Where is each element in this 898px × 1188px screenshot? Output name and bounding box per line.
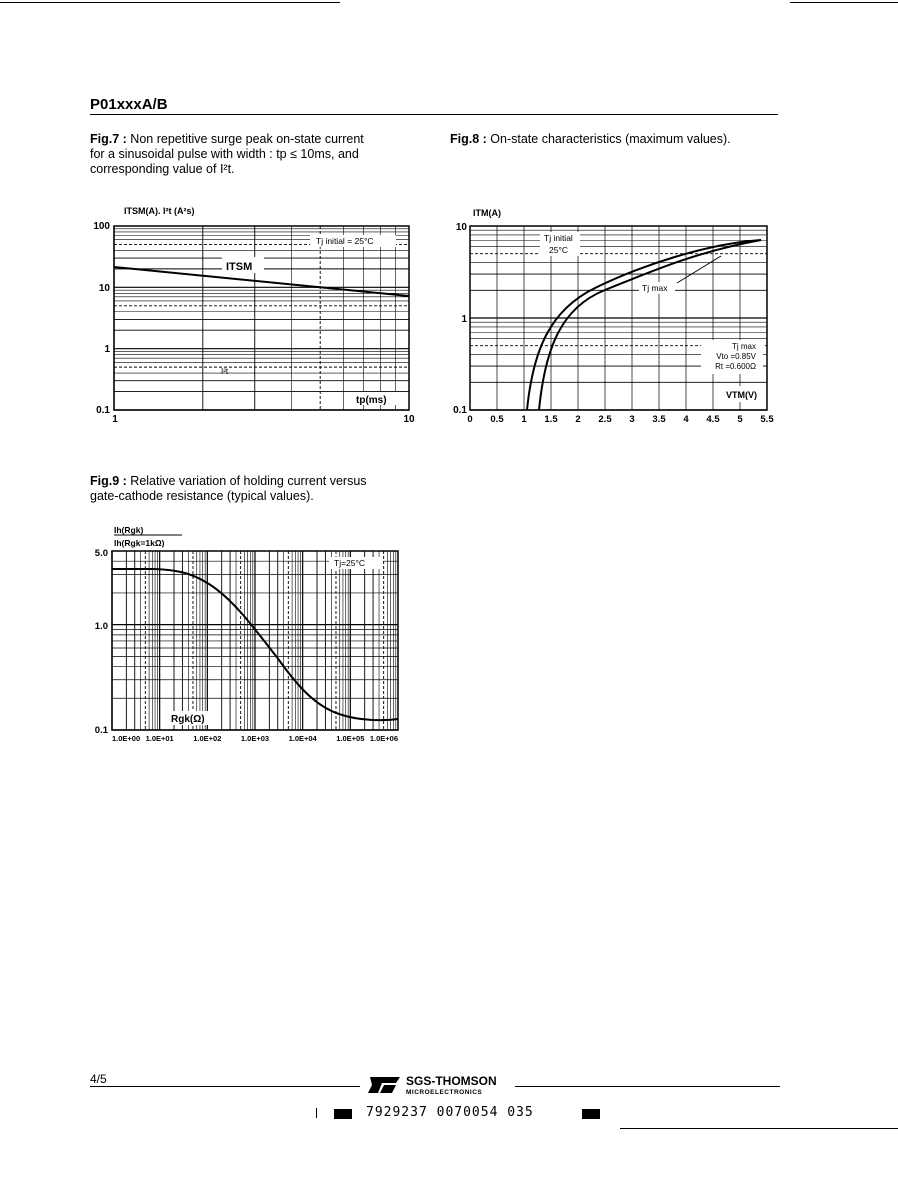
fig7-curve-label: ITSM [226,261,253,273]
fig8-param: Tj max [732,342,756,351]
fig7-xtick: 10 [403,414,415,425]
fig8-xtick: 4.5 [706,414,720,425]
fig9-xtick: 1.0E+06 [369,734,398,743]
barcode-block-left [334,1109,352,1119]
fig8-param: Rt =0.600Ω [715,362,756,371]
page-title: P01xxxA/B [90,96,168,113]
fig7-ylabel: ITSM(A). I²t (A²s) [124,206,195,216]
fig8-xtick: 3 [629,414,635,425]
fig9-ytick: 0.1 [94,725,108,736]
fig9-xticks [112,734,398,743]
header-rule [90,114,778,115]
fig7-chart [84,200,424,430]
scan-line [790,2,898,3]
fig8-caption-text: On-state characteristics (maximum values). [490,132,731,146]
fig9-caption [90,474,430,504]
fig9-chart [84,520,424,750]
footer-rule-right [515,1086,780,1087]
fig8-xtick: 5.5 [760,414,774,425]
fig9-xtick: 1.0E+03 [240,734,270,743]
fig7-ytick: 100 [93,221,110,232]
fig9-xtick: 1.0E+05 [336,734,365,743]
page-number: 4/5 [90,1072,107,1086]
fig9-ylabel-den: Ih(Rgk=1kΩ) [114,538,165,548]
fig9-xtick: 1.0E+00 [112,734,141,743]
fig7-ytick: 1 [104,344,110,355]
fig8-label: Fig.8 : [450,132,487,146]
fig8-legend: 25°C [549,245,568,255]
barcode-block-right [582,1109,600,1119]
brand-name: SGS-THOMSON [406,1074,497,1088]
brand-subtitle: MICROELECTRONICS [406,1089,483,1096]
footer-rule-left [90,1086,360,1087]
fig8-xtick: 2.5 [598,414,612,425]
st-logo-icon [366,1075,402,1095]
barcode-number: 7929237 0070054 035 [366,1105,534,1120]
scan-mark [316,1108,321,1118]
fig8-ytick: 0.1 [453,405,467,416]
fig8-xticks [467,414,774,425]
fig7-grid [114,226,409,410]
fig9-ylabel-num: Ih(Rgk) [114,525,144,535]
fig8-legend: Tj initial [544,233,573,243]
fig8-xtick: 3.5 [652,414,666,425]
fig9-grid [112,551,398,730]
fig7-i2t-label: I²t [221,367,229,376]
fig7-label: Fig.7 : [90,132,127,146]
fig7-frame [114,226,409,410]
fig8-xtick: 5 [737,414,743,425]
fig8-chart [445,200,785,430]
fig7-xtick: 1 [112,414,118,425]
fig7-xlabel: tp(ms) [356,395,387,406]
fig8-xtick: 4 [683,414,689,425]
fig8-xtick: 1 [521,414,527,425]
fig8-xtick: 2 [575,414,581,425]
fig9-caption-line: gate-cathode resistance (typical values). [90,489,314,503]
fig7-ytick: 10 [98,283,110,294]
fig9-ytick: 5.0 [94,548,108,559]
fig8-ytick: 1 [461,314,467,325]
fig8-ylabel: ITM(A) [473,208,501,218]
fig8-caption [450,132,790,147]
fig8-ytick: 10 [455,222,467,233]
fig7-ytick: 0.1 [96,405,110,416]
fig9-caption-line: Relative variation of holding current versus [130,474,367,488]
fig8-xtick: 1.5 [544,414,558,425]
fig8-xtick: 0 [467,414,473,425]
fig7-caption-line: for a sinusoidal pulse with width : tp ≤ 10ms, and [90,147,359,161]
scan-line [620,1128,898,1129]
fig8-xtick: 0.5 [490,414,504,425]
fig8-grid [470,226,767,410]
fig9-ytick: 1.0 [94,621,108,632]
fig9-xlabel: Rgk(Ω) [171,714,205,725]
fig7-caption-line: corresponding value of I²t. [90,162,235,176]
fig9-xtick: 1.0E+02 [193,734,222,743]
fig8-tjmax-label: Tj max [642,283,668,293]
fig9-label: Fig.9 : [90,474,127,488]
fig9-xtick: 1.0E+04 [288,734,317,743]
fig7-caption-line: Non repetitive surge peak on-state current [130,132,364,146]
fig7-caption [90,132,430,177]
fig9-xtick: 1.0E+01 [145,734,174,743]
fig9-legend: Tj=25°C [334,558,366,568]
fig8-xlabel: VTM(V) [726,390,757,400]
fig7-legend: Tj initial = 25°C [316,236,374,246]
fig8-param: Vto =0.85V [716,352,756,361]
scan-line [0,2,340,3]
